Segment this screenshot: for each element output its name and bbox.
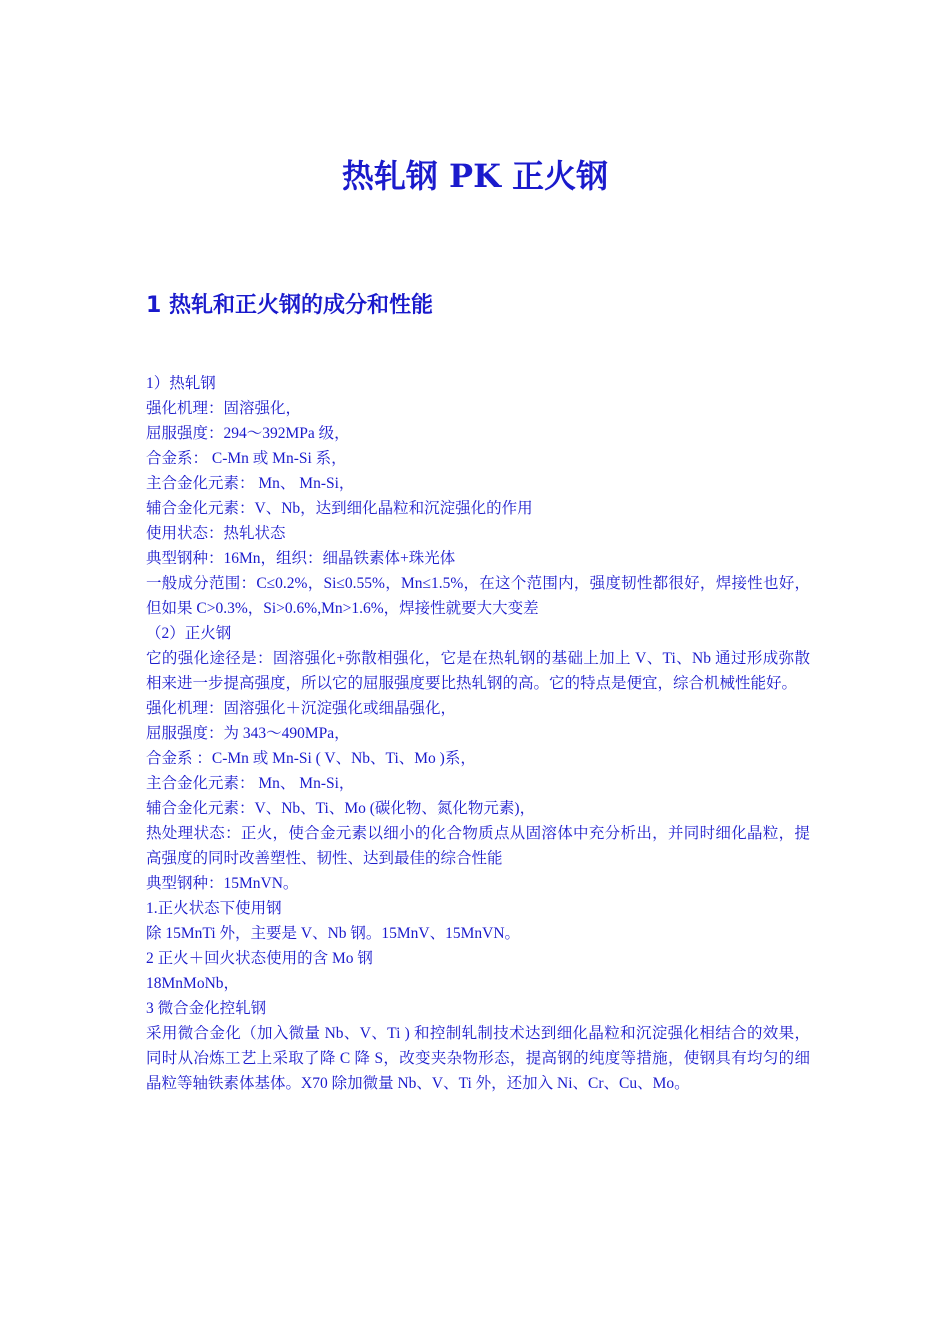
- paragraph: 它的强化途径是：固溶强化+弥散相强化，它是在热轧钢的基础上加上 V、Ti、Nb 通过形成弥散相来进一步提高强度，所以它的屈服强度要比热轧钢的高。它的特点是便宜，综合机械性能好。: [146, 650, 810, 692]
- section-heading: 1 热轧和正火钢的成分和性能: [146, 293, 433, 318]
- paragraph: 3 微合金化控轧钢: [146, 1000, 267, 1017]
- paragraph: 18MnMoNb，: [146, 975, 240, 992]
- paragraph: 合金系： C-Mn 或 Mn-Si 系，: [146, 450, 347, 467]
- paragraph: 强化机理：固溶强化＋沉淀强化或细晶强化，: [146, 700, 457, 717]
- paragraph: 除 15MnTi 外，主要是 V、Nb 钢。15MnV、15MnVN。: [146, 925, 521, 942]
- paragraph: 热处理状态：正火，使合金元素以细小的化合物质点从固溶体中充分析出，并同时细化晶粒，提高强度的同时改善塑性、韧性、达到最佳的综合性能: [146, 825, 810, 867]
- paragraph: 辅合金化元素：V、Nb、Ti、Mo (碳化物、氮化物元素)，: [146, 800, 536, 817]
- paragraph: 1.正火状态下使用钢: [146, 900, 282, 917]
- paragraph: 2 正火＋回火状态使用的含 Mo 钢: [146, 950, 373, 967]
- paragraph: 辅合金化元素：V、Nb，达到细化晶粒和沉淀强化的作用: [146, 500, 533, 517]
- paragraph: 使用状态：热轧状态: [146, 525, 286, 542]
- paragraph: 强化机理：固溶强化，: [146, 400, 302, 417]
- paragraph: 采用微合金化（加入微量 Nb、V、Ti ) 和控制轧制技术达到细化晶粒和沉淀强化相结合的效果，同时从冶炼工艺上采取了降 C 降 S，改变夹杂物形态，提高钢的纯度等措施，使钢具有均匀的细晶粒等轴铁素体基体。X70 除加微量 Nb、V、Ti 外，还加入 Ni、Cr、Cu、Mo。: [146, 1025, 810, 1092]
- document-title: 热轧钢 PK 正火钢: [341, 157, 609, 195]
- paragraph: 屈服强度：294～392MPa 级，: [146, 425, 350, 442]
- paragraph: 屈服强度：为 343～490MPa，: [146, 725, 350, 742]
- paragraph: 合金系 ：C-Mn 或 Mn-Si ( V、Nb、Ti、Mo )系，: [146, 750, 476, 767]
- paragraph: 主合金化元素： Mn、 Mn-Si，: [146, 475, 355, 492]
- paragraph: （2）正火钢: [146, 625, 232, 642]
- paragraph: 1）热轧钢: [146, 375, 216, 392]
- paragraph: 一般成分范围：C≤0.2%，Si≤0.55%，Mn≤1.5%，在这个范围内，强度韧性都很好，焊接性也好，但如果 C>0.3%，Si>0.6%,Mn>1.6%，焊接性就要大大变差: [146, 575, 810, 617]
- paragraph: 典型钢种：16Mn，组织：细晶铁素体+珠光体: [146, 550, 456, 567]
- paragraph: 典型钢种：15MnVN。: [146, 875, 299, 892]
- document-body: [146, 371, 810, 1096]
- paragraph: 主合金化元素： Mn、 Mn-Si，: [146, 775, 355, 792]
